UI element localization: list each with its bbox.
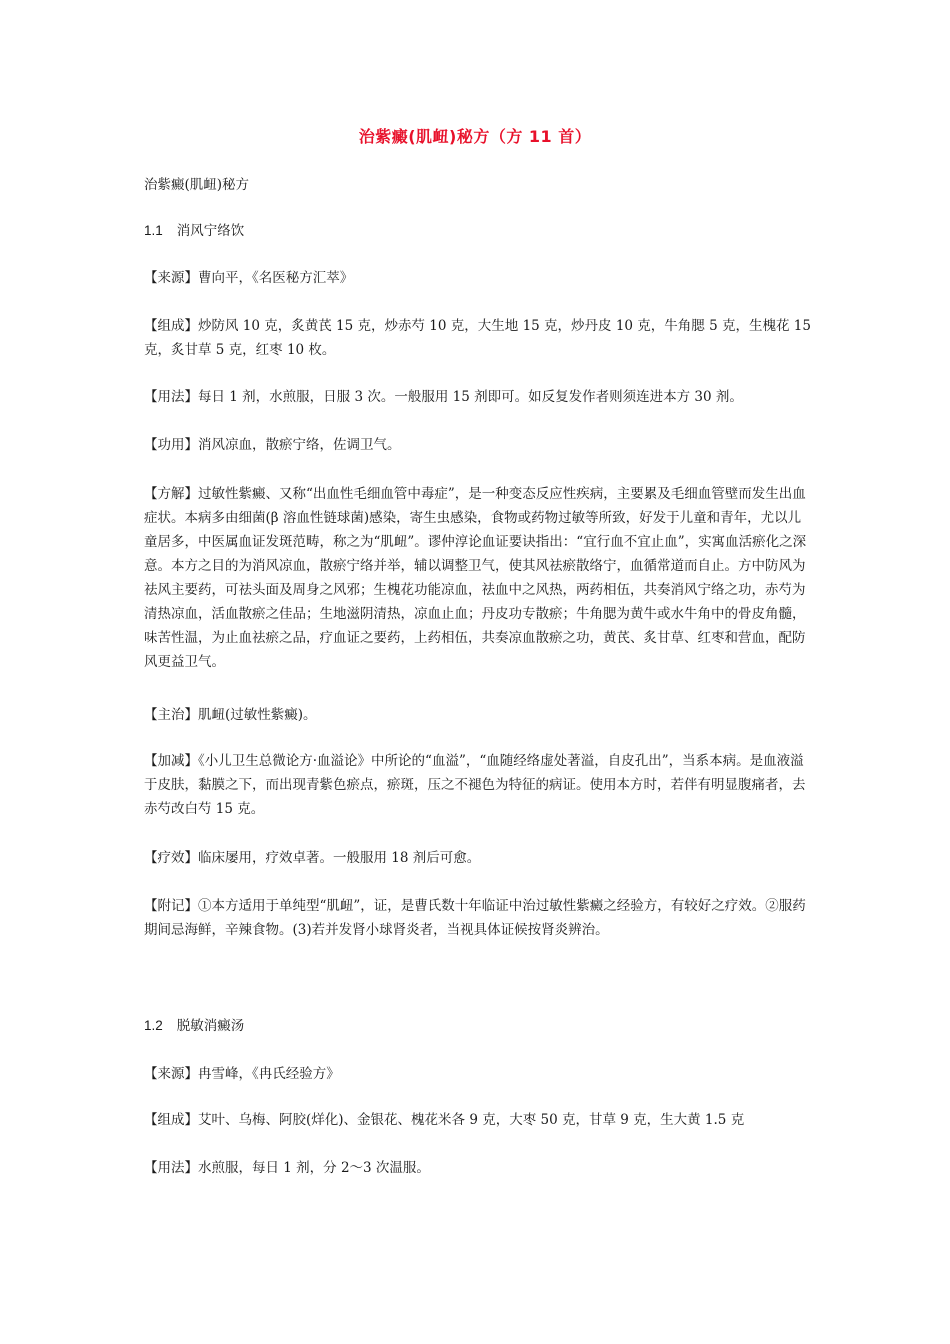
recipe-composition: 【组成】艾叶、乌梅、阿胶(烊化)、金银花、槐花米各 9 克，大枣 50 克，甘草 9 克，生大黄 1.5 克 <box>144 1112 745 1128</box>
recipe-number: 1.1 <box>144 223 163 238</box>
recipe-usage: 【用法】水煎服，每日 1 剂，分 2～3 次温服。 <box>144 1160 430 1176</box>
recipe-usage: 【用法】每日 1 剂，水煎服，日服 3 次。一般服用 15 剂即可。如反复发作者则须连进本方 30 剂。 <box>144 389 743 405</box>
recipe-number: 1.2 <box>144 1018 163 1033</box>
recipe-indication: 【主治】肌衄(过敏性紫癜)。 <box>144 707 317 723</box>
document-title: 治紫癜(肌衄)秘方（方 11 首） <box>358 127 592 146</box>
recipe-source: 【来源】冉雪峰，《冉氏经验方》 <box>144 1066 340 1082</box>
recipe-name: 脱敏消癜汤 <box>176 1018 245 1034</box>
recipe-function: 【功用】消风凉血，散瘀宁络，佐调卫气。 <box>144 437 401 453</box>
document-subtitle: 治紫癜(肌衄)秘方 <box>144 177 250 193</box>
recipe-name: 消风宁络饮 <box>176 223 245 239</box>
recipe-notes: 【附记】①本方适用于单纯型“肌衄”，证，是曹氏数十年临证中治过敏性紫癜之经验方，有较好之疗效。②服药期间忌海鲜，辛辣食物。(3)若并发肾小球肾炎者，当视具体证候按肾炎辨治。 <box>144 898 806 938</box>
recipe-efficacy: 【疗效】临床屡用，疗效卓著。一般服用 18 剂后可愈。 <box>144 850 481 866</box>
recipe-source: 【来源】曹向平，《名医秘方汇萃》 <box>144 270 354 286</box>
recipe-composition: 【组成】炒防风 10 克，炙黄芪 15 克，炒赤芍 10 克，大生地 15 克，炒丹皮 10 克，牛角腮 5 克，生槐花 15 克，炙甘草 5 克，红枣 10 枚。 <box>144 318 811 358</box>
recipe-explanation: 【方解】过敏性紫癜、又称“出血性毛细血管中毒症”，是一种变态反应性疾病，主要累及毛细血管壁而发生出血症状。本病多由细菌(β 溶血性链球菌)感染，寄生虫感染，食物或药物过敏等所致，好发于儿童和青年，尤以儿童居多，中医属血证发斑范畴，称之为“肌衄”。谬仲淳论血证要诀指出：“宜行血不宜止血”，实寓血活瘀化之深意。本方之目的为消风凉血，散瘀宁络并举，辅以调整卫气，使其风祛瘀散络宁，血循常道而自止。方中防风为祛风主要药，可祛头面及周身之风邪；生槐花功能凉血，祛血中之风热，两药相伍，共奏消风宁络之功，赤芍为清热凉血，活血散瘀之佳品；生地滋阴清热，凉血止血；丹皮功专散瘀；牛角腮为黄牛或水牛角中的骨皮角髓，味苦性温，为止血祛瘀之品，疗血证之要药，上药相伍，共奏凉血散瘀之功，黄芪、炙甘草、红枣和营血，配防风更益卫气。 <box>144 486 807 670</box>
recipe-modification: 【加减】《小儿卫生总微论方·血溢论》中所论的“血溢”，“血随经络虚处著溢，自皮孔出”，当系本病。是血液溢于皮肤，黏膜之下，而出现青紫色瘀点，瘀斑，压之不褪色为特征的病证。使用本方时，若伴有明显腹痛者，去赤芍改白芍 15 克。 <box>144 753 806 817</box>
recipe-heading <box>144 219 812 243</box>
recipe-heading <box>144 1014 812 1038</box>
